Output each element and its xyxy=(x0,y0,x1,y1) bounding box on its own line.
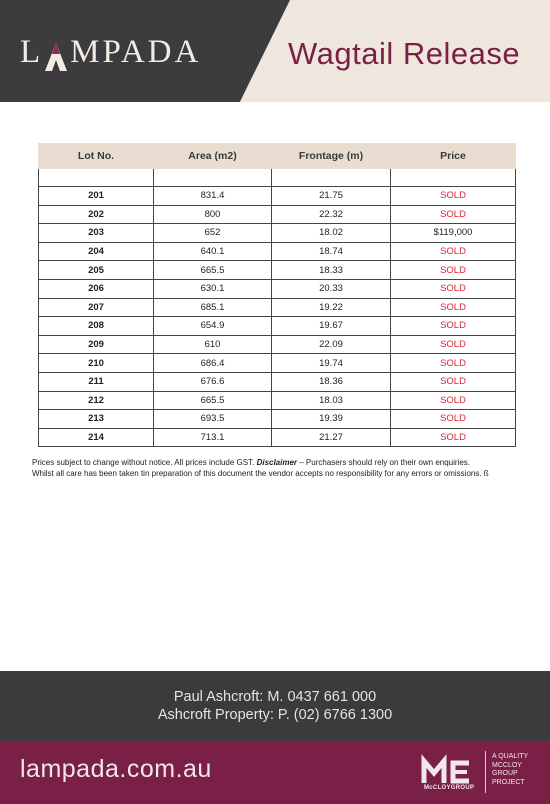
lot-number-cell: 205 xyxy=(39,261,154,280)
lot-number-cell: 201 xyxy=(39,187,154,206)
area-cell: 630.1 xyxy=(154,279,272,298)
table-row xyxy=(39,261,516,280)
mccloy-label: McCLOYGROUP xyxy=(424,785,475,791)
logo-prefix: L xyxy=(20,34,44,70)
frontage-cell: 22.32 xyxy=(272,205,391,224)
column-header-area: Area (m2) xyxy=(154,144,272,169)
table-row xyxy=(39,354,516,373)
lot-number-cell: 202 xyxy=(39,205,154,224)
price-cell: SOLD xyxy=(391,205,516,224)
frontage-cell: 18.36 xyxy=(272,372,391,391)
blank-row xyxy=(39,169,516,187)
table-row xyxy=(39,279,516,298)
lot-number-cell: 211 xyxy=(39,372,154,391)
frontage-cell: 20.33 xyxy=(272,279,391,298)
header xyxy=(0,0,550,102)
logo-suffix: MPADA xyxy=(70,34,202,70)
lot-number-cell: 208 xyxy=(39,317,154,336)
lot-number-cell: 209 xyxy=(39,335,154,354)
price-list-table xyxy=(38,143,515,447)
quality-project-text xyxy=(492,753,547,787)
disclaimer-line2: Whilst all care has been taken tin preparation of this document the vendor accepts no responsibility for any errors or omissions. ß xyxy=(32,468,489,478)
area-cell: 610 xyxy=(154,335,272,354)
price-cell: SOLD xyxy=(391,354,516,373)
lot-number-cell: 206 xyxy=(39,279,154,298)
price-cell: SOLD xyxy=(391,317,516,336)
table-row xyxy=(39,410,516,429)
area-cell: 640.1 xyxy=(154,242,272,261)
frontage-cell: 19.22 xyxy=(272,298,391,317)
frontage-cell: 22.09 xyxy=(272,335,391,354)
area-cell: 693.5 xyxy=(154,410,272,429)
frontage-cell: 19.74 xyxy=(272,354,391,373)
lot-number-cell: 212 xyxy=(39,391,154,410)
table-row xyxy=(39,205,516,224)
column-header-price: Price xyxy=(391,144,516,169)
frontage-cell: 18.02 xyxy=(272,224,391,243)
quality-line: A QUALITY xyxy=(492,753,529,760)
frontage-cell: 19.39 xyxy=(272,410,391,429)
column-header-lot: Lot No. xyxy=(39,144,154,169)
lot-number-cell: 210 xyxy=(39,354,154,373)
price-cell: SOLD xyxy=(391,372,516,391)
table-row xyxy=(39,242,516,261)
price-cell: SOLD xyxy=(391,279,516,298)
disclaimer-part2: – Purchasers should rely on their own enquiries. xyxy=(297,458,471,467)
lot-number-cell: 214 xyxy=(39,428,154,447)
table-row xyxy=(39,187,516,206)
frontage-cell: 21.27 xyxy=(272,428,391,447)
area-cell: 685.1 xyxy=(154,298,272,317)
table-row xyxy=(39,372,516,391)
frontage-cell: 18.74 xyxy=(272,242,391,261)
quality-line: PROJECT xyxy=(492,778,525,786)
quality-line: MCCLOY xyxy=(492,761,522,769)
column-header-frontage: Frontage (m) xyxy=(272,144,391,169)
quality-line: GROUP xyxy=(492,770,518,777)
brand-bar xyxy=(0,741,550,804)
table-row xyxy=(39,224,516,243)
disclaimer-emphasis: Disclaimer xyxy=(256,458,298,467)
table-row xyxy=(39,298,516,317)
table-row xyxy=(39,428,516,447)
lot-number-cell: 207 xyxy=(39,298,154,317)
area-cell: 665.5 xyxy=(154,391,272,410)
lampada-logo xyxy=(20,34,201,71)
table-row xyxy=(39,391,516,410)
contact-agency: Ashcroft Property: P. (02) 6766 1300 xyxy=(157,707,393,723)
frontage-cell: 21.75 xyxy=(272,187,391,206)
area-cell: 652 xyxy=(154,224,272,243)
price-cell: SOLD xyxy=(391,298,516,317)
table-header-row xyxy=(39,144,516,169)
area-cell: 800 xyxy=(154,205,272,224)
price-cell: SOLD xyxy=(391,242,516,261)
footer-divider xyxy=(485,751,486,793)
contact-agent: Paul Ashcroft: M. 0437 661 000 xyxy=(173,689,377,705)
lot-number-cell: 213 xyxy=(39,410,154,429)
area-cell: 831.4 xyxy=(154,187,272,206)
frontage-cell: 18.03 xyxy=(272,391,391,410)
area-cell: 713.1 xyxy=(154,428,272,447)
price-cell: SOLD xyxy=(391,391,516,410)
disclaimer-text xyxy=(32,458,547,479)
area-cell: 676.6 xyxy=(154,372,272,391)
price-cell: $119,000 xyxy=(391,224,516,243)
price-cell: SOLD xyxy=(391,187,516,206)
frontage-cell: 19.67 xyxy=(272,317,391,336)
price-cell: SOLD xyxy=(391,410,516,429)
logo-a-mark-icon xyxy=(43,39,69,71)
area-cell: 686.4 xyxy=(154,354,272,373)
lot-number-cell: 203 xyxy=(39,224,154,243)
price-cell: SOLD xyxy=(391,335,516,354)
table-row xyxy=(39,335,516,354)
disclaimer-part1: Prices subject to change without notice. All prices include GST. xyxy=(32,458,257,467)
page-title: Wagtail Release xyxy=(288,36,521,71)
price-cell: SOLD xyxy=(391,428,516,447)
table-row xyxy=(39,317,516,336)
area-cell: 654.9 xyxy=(154,317,272,336)
frontage-cell: 18.33 xyxy=(272,261,391,280)
area-cell: 665.5 xyxy=(154,261,272,280)
price-cell: SOLD xyxy=(391,261,516,280)
lot-number-cell: 204 xyxy=(39,242,154,261)
contact-bar xyxy=(0,671,550,741)
website-link[interactable]: lampada.com.au xyxy=(20,755,212,783)
